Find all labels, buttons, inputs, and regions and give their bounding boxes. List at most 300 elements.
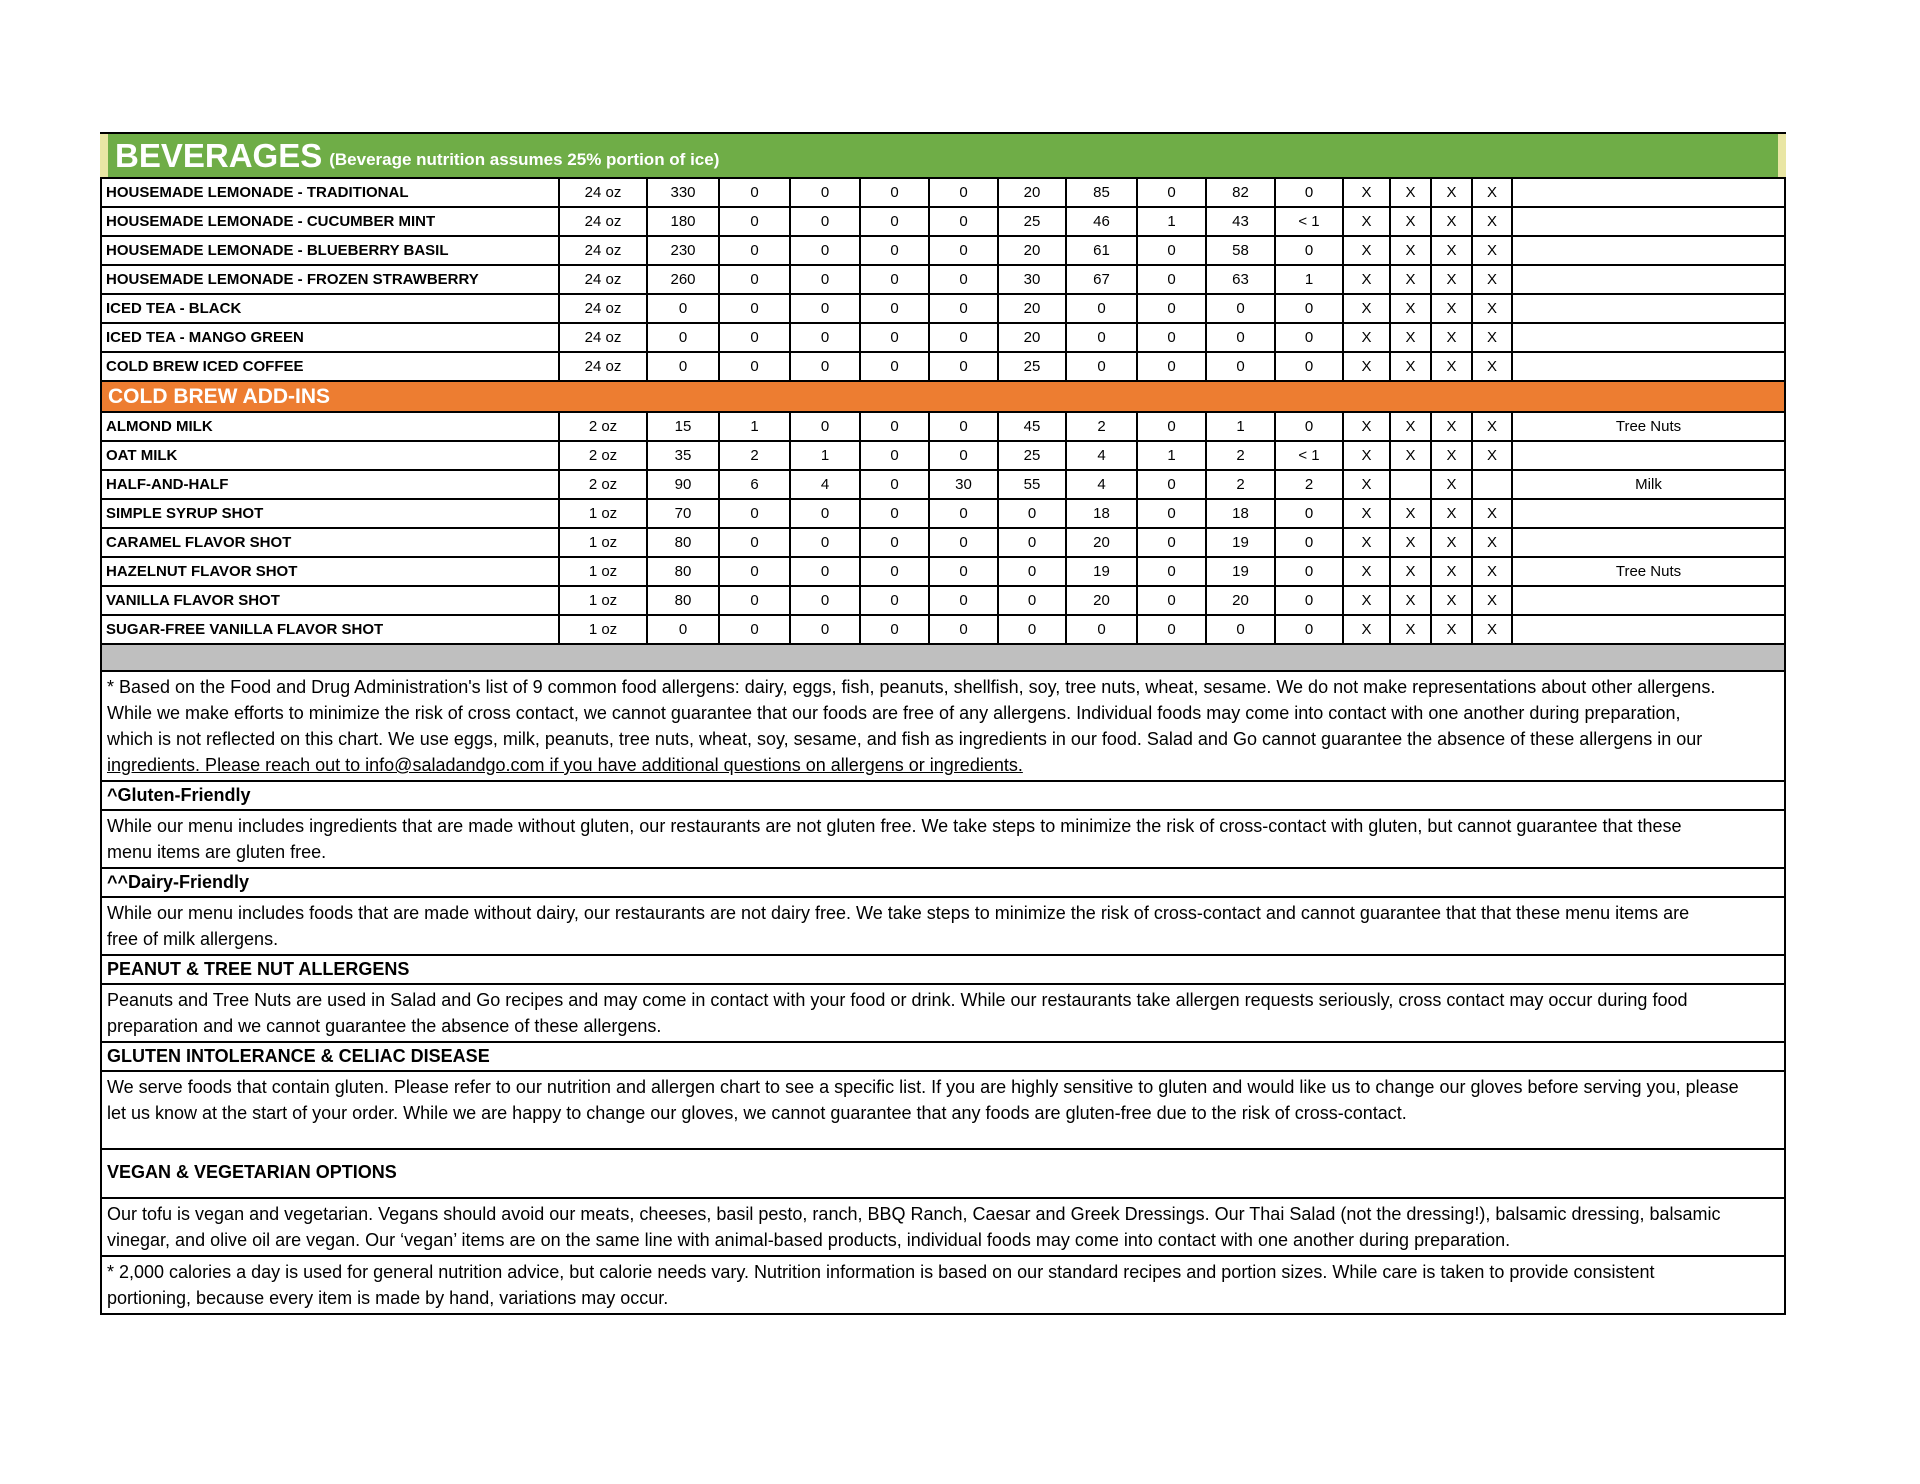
nutrition-value-cell: 0 [720, 558, 791, 585]
diet-mark-cell: X [1432, 295, 1473, 322]
nutrition-value-cell: 58 [1207, 237, 1276, 264]
nutrition-value-cell: 0 [999, 529, 1067, 556]
nutrition-value-cell: 0 [861, 558, 930, 585]
diet-mark-cell: X [1432, 558, 1473, 585]
table-row [102, 295, 1784, 324]
footnote-paragraph [100, 985, 1786, 1043]
diet-mark-cell: X [1391, 442, 1432, 469]
nutrition-value-cell: 0 [1138, 616, 1207, 643]
nutrition-value-cell: 0 [791, 558, 861, 585]
nutrition-value-cell: 0 [930, 179, 999, 206]
nutrition-value-cell: 43 [1207, 208, 1276, 235]
section-title: BEVERAGES [115, 137, 323, 174]
diet-mark-cell: X [1473, 179, 1513, 206]
diet-mark-cell: X [1344, 353, 1391, 380]
nutrition-value-cell: 0 [861, 471, 930, 498]
nutrition-value-cell: 0 [1067, 324, 1138, 351]
diet-mark-cell: X [1432, 353, 1473, 380]
diet-mark-cell: X [1344, 208, 1391, 235]
nutrition-value-cell: 1 [1138, 442, 1207, 469]
nutrition-value-cell: 0 [1207, 324, 1276, 351]
nutrition-value-cell: 0 [930, 237, 999, 264]
nutrition-value-cell: 0 [1276, 616, 1344, 643]
diet-mark-cell: X [1432, 413, 1473, 440]
nutrition-value-cell: 1 [1207, 413, 1276, 440]
nutrition-value-cell: 0 [861, 179, 930, 206]
nutrition-value-cell: 1 [1276, 266, 1344, 293]
diet-mark-cell: X [1344, 295, 1391, 322]
nutrition-value-cell: 18 [1067, 500, 1138, 527]
diet-mark-cell: X [1344, 500, 1391, 527]
footnote-line: free of milk allergens. [107, 929, 279, 949]
footnote-line: * Based on the Food and Drug Administration's list of 9 common food allergens: dairy, eggs, fish, peanuts, shellfish, soy, tree nuts, wheat, sesame. We do not make representations about other allergens. [107, 677, 1716, 697]
item-name-cell: SIMPLE SYRUP SHOT [102, 500, 560, 527]
table-row [102, 500, 1784, 529]
nutrition-value-cell: 25 [999, 208, 1067, 235]
nutrition-value-cell: 0 [930, 442, 999, 469]
diet-mark-cell: X [1432, 237, 1473, 264]
nutrition-value-cell: 2 [1207, 471, 1276, 498]
nutrition-value-cell: 0 [861, 324, 930, 351]
diet-mark-cell: X [1473, 413, 1513, 440]
diet-mark-cell: X [1473, 500, 1513, 527]
table-row [102, 529, 1784, 558]
nutrition-value-cell: 70 [648, 500, 720, 527]
footnote-heading-text: PEANUT & TREE NUT ALLERGENS [107, 959, 410, 979]
nutrition-value-cell: 20 [1067, 529, 1138, 556]
nutrition-value-cell: 0 [1207, 353, 1276, 380]
nutrition-value-cell: 0 [861, 266, 930, 293]
nutrition-value-cell: 0 [791, 237, 861, 264]
serving-size-cell: 2 oz [560, 442, 648, 469]
serving-size-cell: 24 oz [560, 237, 648, 264]
nutrition-value-cell: 30 [999, 266, 1067, 293]
diet-mark-cell: X [1391, 208, 1432, 235]
nutrition-value-cell: 0 [1067, 616, 1138, 643]
nutrition-value-cell: 0 [1138, 353, 1207, 380]
nutrition-value-cell: 0 [791, 295, 861, 322]
nutrition-table-body [100, 177, 1786, 645]
diet-mark-cell: X [1391, 179, 1432, 206]
diet-mark-cell: X [1344, 179, 1391, 206]
diet-mark-cell: X [1391, 295, 1432, 322]
table-row [102, 208, 1784, 237]
nutrition-value-cell: 0 [1276, 413, 1344, 440]
footnote-paragraph [100, 1072, 1786, 1150]
diet-mark-cell: X [1344, 529, 1391, 556]
nutrition-value-cell: 61 [1067, 237, 1138, 264]
nutrition-value-cell: 82 [1207, 179, 1276, 206]
nutrition-value-cell: 0 [720, 208, 791, 235]
table-row [102, 413, 1784, 442]
footnote-heading-text: VEGAN & VEGETARIAN OPTIONS [107, 1162, 397, 1182]
footnote-line: * 2,000 calories a day is used for general nutrition advice, but calorie needs vary. Nutrition information is based on our standard recipes and portion sizes. While care is taken to provide consistent [107, 1262, 1655, 1282]
footnote-line: menu items are gluten free. [107, 842, 327, 862]
nutrition-value-cell: 0 [930, 616, 999, 643]
footnote-heading [100, 1043, 1786, 1072]
nutrition-value-cell: 0 [720, 237, 791, 264]
nutrition-value-cell: 0 [1207, 295, 1276, 322]
nutrition-value-cell: 30 [930, 471, 999, 498]
nutrition-value-cell: 0 [720, 353, 791, 380]
footnote-heading-text: ^Gluten-Friendly [107, 785, 251, 805]
nutrition-value-cell: 20 [1207, 587, 1276, 614]
diet-mark-cell: X [1391, 324, 1432, 351]
diet-mark-cell: X [1344, 442, 1391, 469]
nutrition-value-cell: 0 [999, 500, 1067, 527]
diet-mark-cell: X [1391, 413, 1432, 440]
serving-size-cell: 1 oz [560, 587, 648, 614]
nutrition-value-cell: 18 [1207, 500, 1276, 527]
diet-mark-cell: X [1473, 587, 1513, 614]
table-row [102, 471, 1784, 500]
footnotes-section [100, 672, 1786, 1315]
diet-mark-cell: X [1473, 529, 1513, 556]
serving-size-cell: 2 oz [560, 413, 648, 440]
diet-mark-cell: X [1391, 558, 1432, 585]
nutrition-value-cell: 15 [648, 413, 720, 440]
nutrition-value-cell: 0 [1138, 295, 1207, 322]
serving-size-cell: 24 oz [560, 324, 648, 351]
nutrition-value-cell: 20 [999, 324, 1067, 351]
nutrition-value-cell: 19 [1067, 558, 1138, 585]
nutrition-value-cell: 0 [791, 353, 861, 380]
nutrition-value-cell: 0 [1138, 587, 1207, 614]
nutrition-value-cell: 0 [861, 442, 930, 469]
footnote-line-underlined: ingredients. Please reach out to info@saladandgo.com if you have additional questions on allergens or ingredients. [107, 755, 1023, 775]
nutrition-value-cell: 0 [1276, 179, 1344, 206]
nutrition-value-cell: 46 [1067, 208, 1138, 235]
nutrition-value-cell: 0 [720, 179, 791, 206]
allergen-cell [1513, 587, 1784, 614]
nutrition-value-cell: 0 [930, 353, 999, 380]
diet-mark-cell: X [1391, 237, 1432, 264]
serving-size-cell: 1 oz [560, 529, 648, 556]
beverages-section-header [100, 132, 1786, 177]
nutrition-value-cell: 0 [791, 179, 861, 206]
nutrition-value-cell: 90 [648, 471, 720, 498]
nutrition-value-cell: 67 [1067, 266, 1138, 293]
diet-mark-cell: X [1473, 237, 1513, 264]
allergen-cell: Tree Nuts [1615, 418, 1682, 435]
nutrition-value-cell: 0 [861, 500, 930, 527]
serving-size-cell: 1 oz [560, 616, 648, 643]
footnote-line: let us know at the start of your order. While we are happy to change our gloves, we cannot guarantee that any foods are gluten-free due to the risk of cross-contact. [107, 1103, 1407, 1123]
footnote-line: Our tofu is vegan and vegetarian. Vegans should avoid our meats, cheeses, basil pesto, ranch, BBQ Ranch, Caesar and Greek Dressings. Our Thai Salad (not the dressing!), balsamic dressing, balsamic [107, 1204, 1721, 1224]
diet-mark-cell: X [1344, 558, 1391, 585]
nutrition-value-cell: 0 [1276, 324, 1344, 351]
nutrition-value-cell: 55 [999, 471, 1067, 498]
nutrition-value-cell: 0 [791, 208, 861, 235]
nutrition-value-cell: 0 [1138, 179, 1207, 206]
diet-mark-cell: X [1344, 413, 1391, 440]
nutrition-value-cell: 2 [720, 442, 791, 469]
diet-mark-cell: X [1473, 208, 1513, 235]
nutrition-value-cell: 0 [1276, 587, 1344, 614]
nutrition-value-cell: 2 [1207, 442, 1276, 469]
nutrition-value-cell: 0 [1207, 616, 1276, 643]
nutrition-value-cell: 0 [999, 587, 1067, 614]
nutrition-value-cell: 4 [791, 471, 861, 498]
nutrition-value-cell: 0 [1276, 558, 1344, 585]
nutrition-value-cell: 85 [1067, 179, 1138, 206]
footnote-heading [100, 869, 1786, 898]
serving-size-cell: 24 oz [560, 295, 648, 322]
allergen-cell [1513, 237, 1784, 264]
diet-mark-cell: X [1473, 558, 1513, 585]
nutrition-value-cell: 0 [1138, 500, 1207, 527]
nutrition-value-cell: 0 [791, 324, 861, 351]
nutrition-value-cell: 20 [999, 179, 1067, 206]
serving-size-cell: 1 oz [560, 558, 648, 585]
allergen-cell [1513, 179, 1784, 206]
nutrition-value-cell: < 1 [1276, 442, 1344, 469]
nutrition-value-cell: 80 [648, 529, 720, 556]
allergen-cell [1513, 442, 1784, 469]
item-name-cell: HOUSEMADE LEMONADE - TRADITIONAL [102, 179, 560, 206]
table-row [102, 587, 1784, 616]
item-name-cell: VANILLA FLAVOR SHOT [102, 587, 560, 614]
nutrition-value-cell: 0 [1276, 237, 1344, 264]
nutrition-value-cell: 2 [1276, 471, 1344, 498]
diet-mark-cell: X [1432, 208, 1473, 235]
diet-mark-cell: X [1391, 616, 1432, 643]
footnote-heading [100, 956, 1786, 985]
diet-mark-cell [1391, 471, 1432, 498]
diet-mark-cell: X [1432, 471, 1473, 498]
diet-mark-cell: X [1344, 237, 1391, 264]
footnote-heading [100, 782, 1786, 811]
nutrition-value-cell: 260 [648, 266, 720, 293]
nutrition-value-cell: 2 [1067, 413, 1138, 440]
footnote-line: Peanuts and Tree Nuts are used in Salad and Go recipes and may come in contact with your food or drink. While our restaurants take allergen requests seriously, cross contact may occur during food [107, 990, 1688, 1010]
diet-mark-cell: X [1391, 353, 1432, 380]
nutrition-value-cell: 0 [999, 616, 1067, 643]
allergen-cell [1513, 500, 1784, 527]
footnote-paragraph [100, 898, 1786, 956]
item-name-cell: HAZELNUT FLAVOR SHOT [102, 558, 560, 585]
nutrition-value-cell: 0 [720, 529, 791, 556]
footnote-line: We serve foods that contain gluten. Please refer to our nutrition and allergen chart to see a specific list. If you are highly sensitive to gluten and would like us to change our gloves before serving you, please [107, 1077, 1739, 1097]
allergen-cell: Tree Nuts [1615, 563, 1682, 580]
nutrition-value-cell: 1 [1138, 208, 1207, 235]
nutrition-value-cell: 0 [1276, 295, 1344, 322]
item-name-cell: CARAMEL FLAVOR SHOT [102, 529, 560, 556]
table-row [102, 558, 1784, 587]
footnote-paragraph [100, 811, 1786, 869]
item-name-cell: SUGAR-FREE VANILLA FLAVOR SHOT [102, 616, 560, 643]
nutrition-value-cell: 19 [1207, 529, 1276, 556]
diet-mark-cell: X [1432, 500, 1473, 527]
allergen-cell [1513, 529, 1784, 556]
footnote-line: While we make efforts to minimize the risk of cross contact, we cannot guarantee that our foods are free of any allergens. Individual foods may come into contact with one another during preparation, [107, 703, 1681, 723]
allergen-cell: Milk [1635, 476, 1662, 493]
table-row [102, 353, 1784, 382]
nutrition-value-cell: 20 [1067, 587, 1138, 614]
nutrition-value-cell: 0 [930, 208, 999, 235]
nutrition-value-cell: 25 [999, 353, 1067, 380]
nutrition-value-cell: 0 [1138, 471, 1207, 498]
diet-mark-cell: X [1432, 324, 1473, 351]
nutrition-value-cell: < 1 [1276, 208, 1344, 235]
serving-size-cell: 24 oz [560, 179, 648, 206]
nutrition-value-cell: 0 [648, 616, 720, 643]
allergen-cell [1513, 324, 1784, 351]
nutrition-value-cell: 0 [930, 529, 999, 556]
allergen-cell [1513, 208, 1784, 235]
footnote-line: which is not reflected on this chart. We use eggs, milk, peanuts, tree nuts, wheat, soy, sesame, and fish as ingredients in our food. Salad and Go cannot guarantee the absence of these allergens in our [107, 729, 1703, 749]
nutrition-value-cell: 0 [930, 587, 999, 614]
nutrition-value-cell: 0 [791, 266, 861, 293]
footnote-paragraph [100, 1257, 1786, 1315]
nutrition-value-cell: 35 [648, 442, 720, 469]
footnote-heading-text: ^^Dairy-Friendly [107, 872, 250, 892]
diet-mark-cell: X [1473, 266, 1513, 293]
nutrition-value-cell: 0 [930, 266, 999, 293]
footnote-paragraph [100, 672, 1786, 782]
footnote-heading-text: GLUTEN INTOLERANCE & CELIAC DISEASE [107, 1046, 490, 1066]
nutrition-value-cell: 0 [720, 266, 791, 293]
serving-size-cell: 24 oz [560, 208, 648, 235]
diet-mark-cell: X [1432, 587, 1473, 614]
nutrition-value-cell: 4 [1067, 471, 1138, 498]
nutrition-value-cell: 0 [1276, 500, 1344, 527]
diet-mark-cell: X [1391, 500, 1432, 527]
nutrition-value-cell: 230 [648, 237, 720, 264]
nutrition-sheet [100, 132, 1786, 1315]
serving-size-cell: 24 oz [560, 266, 648, 293]
footnote-line: vinegar, and olive oil are vegan. Our ‘vegan’ items are on the same line with animal-based products, individual foods may come into contact with one another during preparation. [107, 1230, 1511, 1250]
footnote-line: While our menu includes ingredients that are made without gluten, our restaurants are not gluten free. We take steps to minimize the risk of cross-contact with gluten, but cannot guarantee that these [107, 816, 1682, 836]
footnote-line: portioning, because every item is made by hand, variations may occur. [107, 1288, 669, 1308]
diet-mark-cell: X [1391, 529, 1432, 556]
serving-size-cell: 24 oz [560, 353, 648, 380]
item-name-cell: COLD BREW ICED COFFEE [102, 353, 560, 380]
allergen-cell [1513, 353, 1784, 380]
nutrition-value-cell: 0 [1138, 558, 1207, 585]
nutrition-value-cell: 0 [1138, 413, 1207, 440]
diet-mark-cell: X [1473, 295, 1513, 322]
section-subtitle: (Beverage nutrition assumes 25% portion of ice) [329, 150, 720, 169]
nutrition-value-cell: 0 [1067, 353, 1138, 380]
nutrition-value-cell: 20 [999, 237, 1067, 264]
allergen-cell [1513, 295, 1784, 322]
footnote-line: preparation and we cannot guarantee the absence of these allergens. [107, 1016, 662, 1036]
banner-right-edge-strip [1778, 134, 1786, 177]
nutrition-value-cell: 0 [999, 558, 1067, 585]
table-row [102, 616, 1784, 643]
footnote-heading [100, 1150, 1786, 1199]
item-name-cell: ICED TEA - MANGO GREEN [102, 324, 560, 351]
item-name-cell: HALF-AND-HALF [102, 471, 560, 498]
nutrition-value-cell: 0 [720, 500, 791, 527]
nutrition-value-cell: 0 [930, 558, 999, 585]
cold-brew-addins-section-bar: COLD BREW ADD-INS [102, 382, 1784, 413]
nutrition-value-cell: 0 [720, 616, 791, 643]
nutrition-value-cell: 0 [930, 324, 999, 351]
nutrition-value-cell: 0 [1138, 529, 1207, 556]
nutrition-value-cell: 0 [1276, 529, 1344, 556]
nutrition-value-cell: 0 [861, 413, 930, 440]
nutrition-value-cell: 45 [999, 413, 1067, 440]
diet-mark-cell: X [1473, 442, 1513, 469]
nutrition-value-cell: 0 [791, 587, 861, 614]
nutrition-value-cell: 4 [1067, 442, 1138, 469]
table-row [102, 266, 1784, 295]
nutrition-value-cell: 0 [930, 500, 999, 527]
nutrition-value-cell: 330 [648, 179, 720, 206]
nutrition-value-cell: 0 [1138, 324, 1207, 351]
nutrition-value-cell: 0 [648, 353, 720, 380]
diet-mark-cell: X [1344, 616, 1391, 643]
item-name-cell: HOUSEMADE LEMONADE - CUCUMBER MINT [102, 208, 560, 235]
item-name-cell: OAT MILK [102, 442, 560, 469]
item-name-cell: HOUSEMADE LEMONADE - BLUEBERRY BASIL [102, 237, 560, 264]
nutrition-value-cell: 0 [861, 529, 930, 556]
nutrition-value-cell: 0 [1276, 353, 1344, 380]
diet-mark-cell: X [1473, 353, 1513, 380]
diet-mark-cell: X [1473, 324, 1513, 351]
footnote-line: While our menu includes foods that are made without dairy, our restaurants are not dairy free. We take steps to minimize the risk of cross-contact and cannot guarantee that that these menu items are [107, 903, 1690, 923]
nutrition-value-cell: 63 [1207, 266, 1276, 293]
item-name-cell: ALMOND MILK [102, 413, 560, 440]
nutrition-value-cell: 0 [861, 353, 930, 380]
diet-mark-cell: X [1391, 587, 1432, 614]
nutrition-value-cell: 0 [1138, 237, 1207, 264]
nutrition-value-cell: 0 [720, 295, 791, 322]
nutrition-value-cell: 19 [1207, 558, 1276, 585]
nutrition-value-cell: 20 [999, 295, 1067, 322]
nutrition-value-cell: 0 [648, 324, 720, 351]
nutrition-value-cell: 6 [720, 471, 791, 498]
diet-mark-cell [1473, 471, 1513, 498]
nutrition-value-cell: 0 [930, 295, 999, 322]
diet-mark-cell: X [1344, 266, 1391, 293]
nutrition-value-cell: 25 [999, 442, 1067, 469]
nutrition-value-cell: 0 [1138, 266, 1207, 293]
nutrition-value-cell: 0 [720, 324, 791, 351]
diet-mark-cell: X [1432, 266, 1473, 293]
nutrition-value-cell: 0 [791, 529, 861, 556]
table-row [102, 179, 1784, 208]
table-row [102, 237, 1784, 266]
nutrition-value-cell: 180 [648, 208, 720, 235]
nutrition-value-cell: 0 [720, 587, 791, 614]
diet-mark-cell: X [1432, 529, 1473, 556]
serving-size-cell: 2 oz [560, 471, 648, 498]
diet-mark-cell: X [1344, 587, 1391, 614]
nutrition-value-cell: 0 [648, 295, 720, 322]
nutrition-value-cell: 0 [861, 295, 930, 322]
gray-divider-bar [100, 645, 1786, 672]
nutrition-value-cell: 0 [861, 208, 930, 235]
nutrition-value-cell: 0 [930, 413, 999, 440]
diet-mark-cell: X [1432, 179, 1473, 206]
banner-left-edge-strip [100, 134, 108, 177]
nutrition-value-cell: 0 [861, 616, 930, 643]
nutrition-value-cell: 0 [791, 413, 861, 440]
nutrition-value-cell: 1 [791, 442, 861, 469]
nutrition-value-cell: 0 [1067, 295, 1138, 322]
nutrition-value-cell: 0 [861, 237, 930, 264]
nutrition-value-cell: 0 [861, 587, 930, 614]
diet-mark-cell: X [1344, 324, 1391, 351]
allergen-cell [1513, 616, 1784, 643]
item-name-cell: ICED TEA - BLACK [102, 295, 560, 322]
nutrition-value-cell: 0 [791, 616, 861, 643]
diet-mark-cell: X [1344, 471, 1391, 498]
table-row [102, 324, 1784, 353]
